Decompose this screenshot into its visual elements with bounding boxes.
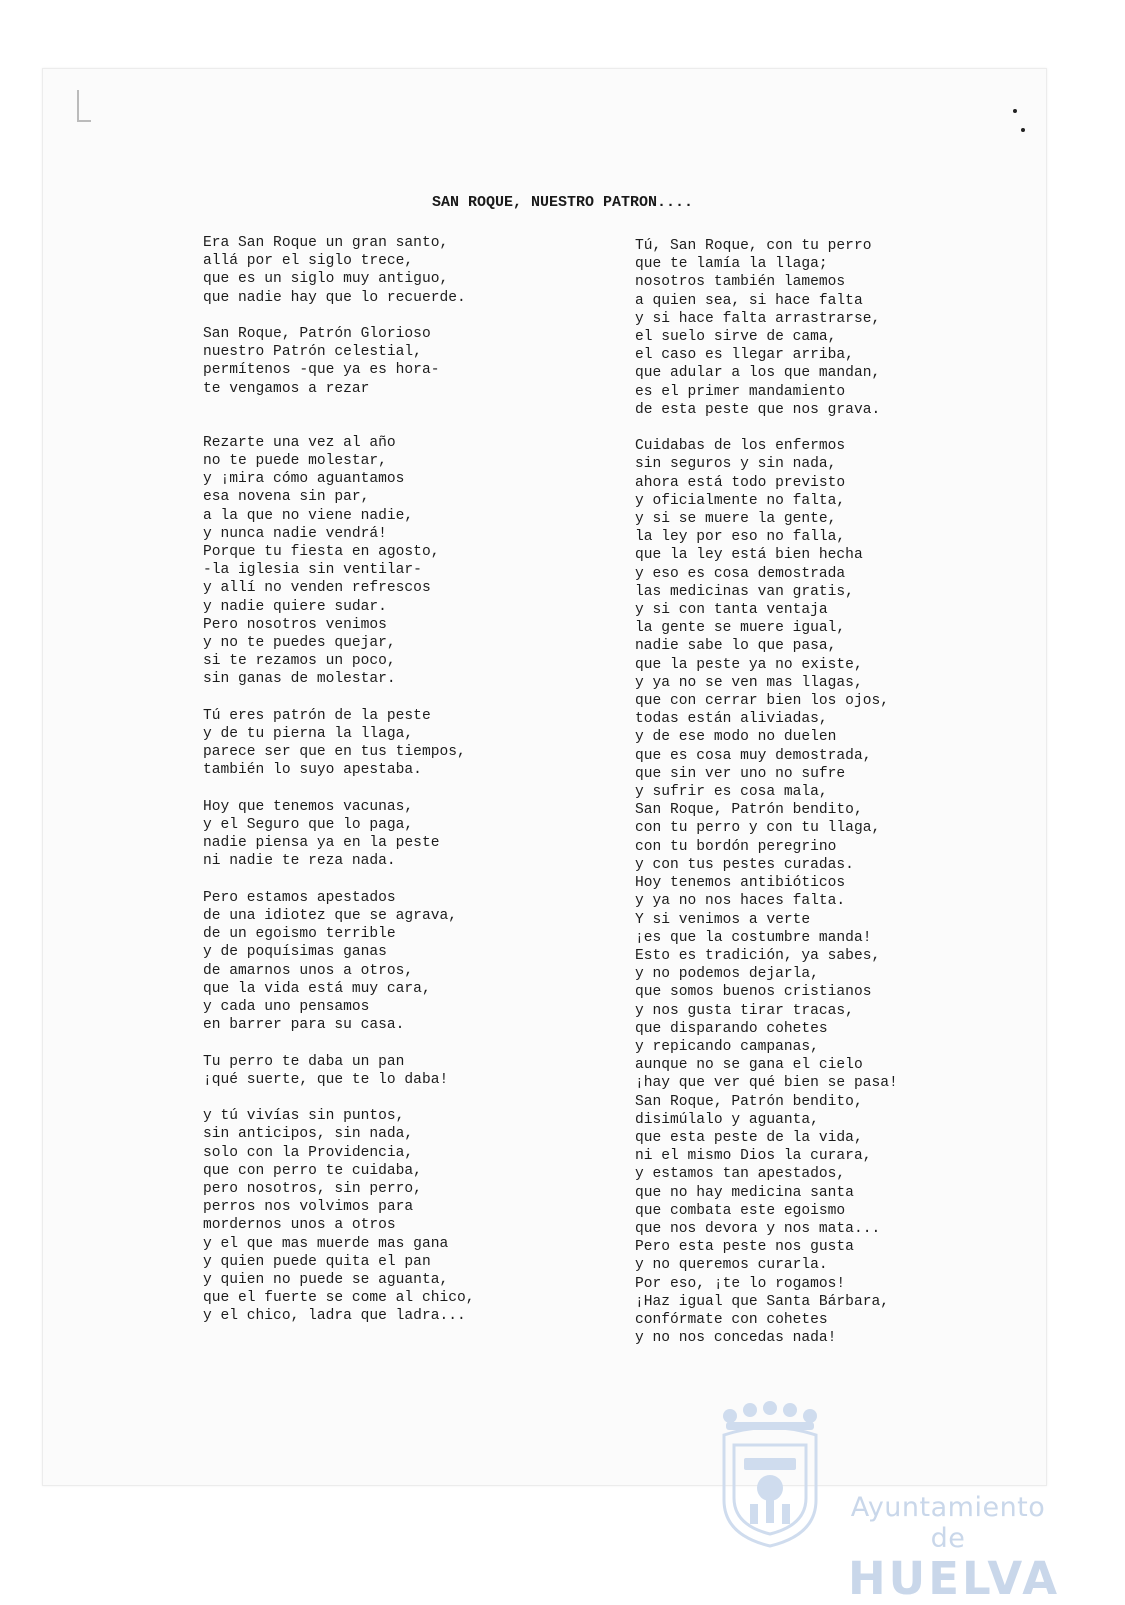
ink-dot	[1013, 109, 1017, 113]
stanza	[203, 325, 475, 398]
verse-line: Pero nosotros venimos	[203, 616, 387, 633]
verse-line: y repicando campanas,	[635, 1038, 819, 1055]
scan-mark	[77, 120, 91, 122]
verse-line: y quien no puede se aguanta,	[203, 1272, 449, 1289]
verse-line: Y si venimos a verte	[635, 911, 811, 928]
verse-line: que nos devora y nos mata...	[635, 1220, 881, 1237]
stanza	[203, 1107, 475, 1325]
stanza	[635, 437, 898, 1347]
verse-line: nadie sabe lo que pasa,	[635, 638, 837, 655]
verse-line: Por eso, ¡te lo rogamos!	[635, 1275, 846, 1292]
verse-line: que disparando cohetes	[635, 1020, 828, 1037]
verse-line: y quien puede quita el pan	[203, 1253, 431, 1270]
verse-line: confórmate con cohetes	[635, 1311, 828, 1328]
verse-line: que la ley está bien hecha	[635, 547, 863, 564]
verse-line: solo con la Providencia,	[203, 1144, 414, 1161]
verse-line: te vengamos a rezar	[203, 380, 370, 397]
verse-line: y el chico, ladra que ladra...	[203, 1308, 466, 1325]
verse-line: y no podemos dejarla,	[635, 966, 819, 983]
verse-line: y de tu pierna la llaga,	[203, 726, 414, 743]
document-title: SAN ROQUE, NUESTRO PATRON....	[431, 194, 694, 211]
verse-line: las medicinas van gratis,	[635, 583, 854, 600]
stanza	[203, 798, 475, 871]
verse-line: aunque no se gana el cielo	[635, 1057, 863, 1074]
verse-line: y de poquísimas ganas	[203, 944, 387, 961]
ayuntamiento-huelva-watermark	[848, 1492, 1061, 1605]
verse-line: Porque tu fiesta en agosto,	[203, 544, 440, 561]
verse-line: Hoy tenemos antibióticos	[635, 875, 846, 892]
verse-line: y nadie quiere sudar.	[203, 598, 387, 615]
verse-line: Era San Roque un gran santo,	[203, 235, 449, 251]
verse-line: Pero estamos apestados	[203, 889, 396, 906]
verse-line: todas están aliviadas,	[635, 711, 828, 728]
verse-line: Esto es tradición, ya sabes,	[635, 947, 881, 964]
stanza	[203, 889, 475, 1035]
verse-line: Hoy que tenemos vacunas,	[203, 798, 414, 815]
verse-line: que es cosa muy demostrada,	[635, 747, 872, 764]
verse-line: ni el mismo Dios la curara,	[635, 1148, 872, 1165]
verse-line: ¡hay que ver qué bien se pasa!	[635, 1075, 898, 1092]
verse-line: mordernos unos a otros	[203, 1217, 396, 1234]
verse-line: y oficialmente no falta,	[635, 492, 846, 509]
verse-line: ¡Haz igual que Santa Bárbara,	[635, 1293, 889, 1310]
verse-line: y estamos tan apestados,	[635, 1166, 846, 1183]
verse-line: en barrer para su casa.	[203, 1017, 405, 1034]
verse-line: no te puede molestar,	[203, 453, 387, 470]
stanza	[203, 1053, 475, 1089]
verse-line: y si se muere la gente,	[635, 511, 837, 528]
verse-line: ni nadie te reza nada.	[203, 853, 396, 870]
verse-line: Cuidabas de los enfermos	[635, 438, 846, 455]
huelva-seal-watermark	[710, 1400, 830, 1550]
verse-line: que con cerrar bien los ojos,	[635, 693, 889, 710]
verse-line: y allí no venden refrescos	[203, 580, 431, 597]
verse-line: que somos buenos cristianos	[635, 984, 872, 1001]
verse-line: ahora está todo previsto	[635, 474, 846, 491]
verse-line: que el fuerte se come al chico,	[203, 1290, 475, 1307]
watermark-line2: HUELVA	[848, 1552, 1061, 1605]
verse-line: es el primer mandamiento	[635, 383, 846, 400]
verse-line: nuestro Patrón celestial,	[203, 344, 422, 361]
verse-line: allá por el siglo trece,	[203, 253, 414, 270]
verse-line: y ya no nos haces falta.	[635, 893, 846, 910]
verse-line: y no nos concedas nada!	[635, 1330, 837, 1347]
verse-line: y no te puedes quejar,	[203, 635, 396, 652]
verse-line: perros nos volvimos para	[203, 1199, 414, 1216]
verse-line: Rezarte una vez al año	[203, 434, 396, 451]
verse-line: que sin ver uno no sufre	[635, 765, 846, 782]
verse-line: la gente se muere igual,	[635, 620, 846, 637]
verse-line: parece ser que en tus tiempos,	[203, 744, 466, 761]
right-column	[635, 237, 898, 1366]
verse-line: nadie piensa ya en la peste	[203, 835, 440, 852]
verse-line: que con perro te cuidaba,	[203, 1162, 422, 1179]
verse-line: el caso es llegar arriba,	[635, 347, 854, 364]
verse-line: Tu perro te daba un pan	[203, 1053, 405, 1070]
verse-line: sin seguros y sin nada,	[635, 456, 837, 473]
verse-line: Tú, San Roque, con tu perro	[635, 238, 872, 254]
verse-line: San Roque, Patrón Glorioso	[203, 326, 431, 342]
verse-line: y cada uno pensamos	[203, 999, 370, 1016]
verse-line: que te lamía la llaga;	[635, 256, 828, 273]
verse-line: y el Seguro que lo paga,	[203, 817, 414, 834]
verse-line: sin anticipos, sin nada,	[203, 1126, 414, 1143]
verse-line: a la que no viene nadie,	[203, 507, 414, 524]
verse-line: que nadie hay que lo recuerde.	[203, 289, 466, 306]
verse-line: ¡qué suerte, que te lo daba!	[203, 1071, 449, 1088]
verse-line: y ¡mira cómo aguantamos	[203, 471, 405, 488]
verse-line: ¡es que la costumbre manda!	[635, 929, 872, 946]
stanza	[203, 434, 475, 689]
verse-line: que esta peste de la vida,	[635, 1129, 863, 1146]
verse-line: que adular a los que mandan,	[635, 365, 881, 382]
stanza	[203, 707, 475, 780]
verse-line: la ley por eso no falla,	[635, 529, 846, 546]
verse-line: -la iglesia sin ventilar-	[203, 562, 422, 579]
verse-line: y con tus pestes curadas.	[635, 856, 854, 873]
scan-mark	[77, 90, 79, 120]
verse-line: pero nosotros, sin perro,	[203, 1181, 422, 1198]
verse-line: y si hace falta arrastrarse,	[635, 310, 881, 327]
verse-line: disimúlalo y aguanta,	[635, 1111, 819, 1128]
verse-line: el suelo sirve de cama,	[635, 329, 837, 346]
verse-line: con tu bordón peregrino	[635, 838, 837, 855]
verse-line: permítenos -que ya es hora-	[203, 362, 440, 379]
verse-line: San Roque, Patrón bendito,	[635, 802, 863, 819]
verse-line: que es un siglo muy antiguo,	[203, 271, 449, 288]
verse-line: Pero esta peste nos gusta	[635, 1239, 854, 1256]
ink-dot	[1021, 128, 1025, 132]
verse-line: y eso es cosa demostrada	[635, 565, 846, 582]
verse-line: y nos gusta tirar tracas,	[635, 1002, 854, 1019]
verse-line: de un egoismo terrible	[203, 926, 396, 943]
verse-line: que la peste ya no existe,	[635, 656, 863, 673]
verse-line: con tu perro y con tu llaga,	[635, 820, 881, 837]
verse-line: de esta peste que nos grava.	[635, 401, 881, 418]
stanza	[635, 237, 898, 419]
verse-line: también lo suyo apestaba.	[203, 762, 422, 779]
verse-line: y si con tanta ventaja	[635, 602, 828, 619]
verse-line: sin ganas de molestar.	[203, 671, 396, 688]
verse-line: y nunca nadie vendrá!	[203, 525, 387, 542]
verse-line: y de ese modo no duelen	[635, 729, 837, 746]
verse-line: y no queremos curarla.	[635, 1257, 828, 1274]
verse-line: si te rezamos un poco,	[203, 653, 396, 670]
verse-line: que no hay medicina santa	[635, 1184, 854, 1201]
verse-line: y el que mas muerde mas gana	[203, 1235, 449, 1252]
verse-line: de una idiotez que se agrava,	[203, 908, 457, 925]
verse-line: y sufrir es cosa mala,	[635, 784, 828, 801]
verse-line: esa novena sin par,	[203, 489, 370, 506]
verse-line: que la vida está muy cara,	[203, 980, 431, 997]
verse-line: San Roque, Patrón bendito,	[635, 1093, 863, 1110]
stanza	[203, 234, 475, 307]
verse-line: Tú eres patrón de la peste	[203, 707, 431, 724]
verse-line: que combata este egoismo	[635, 1202, 846, 1219]
verse-line: y ya no se ven mas llagas,	[635, 674, 863, 691]
verse-line: y tú vivías sin puntos,	[203, 1108, 405, 1125]
verse-line: nosotros también lamemos	[635, 274, 846, 291]
watermark-line1: Ayuntamiento de	[850, 1492, 1046, 1554]
verse-line: de amarnos unos a otros,	[203, 962, 414, 979]
left-column	[203, 234, 475, 1344]
verse-line: a quien sea, si hace falta	[635, 292, 863, 309]
